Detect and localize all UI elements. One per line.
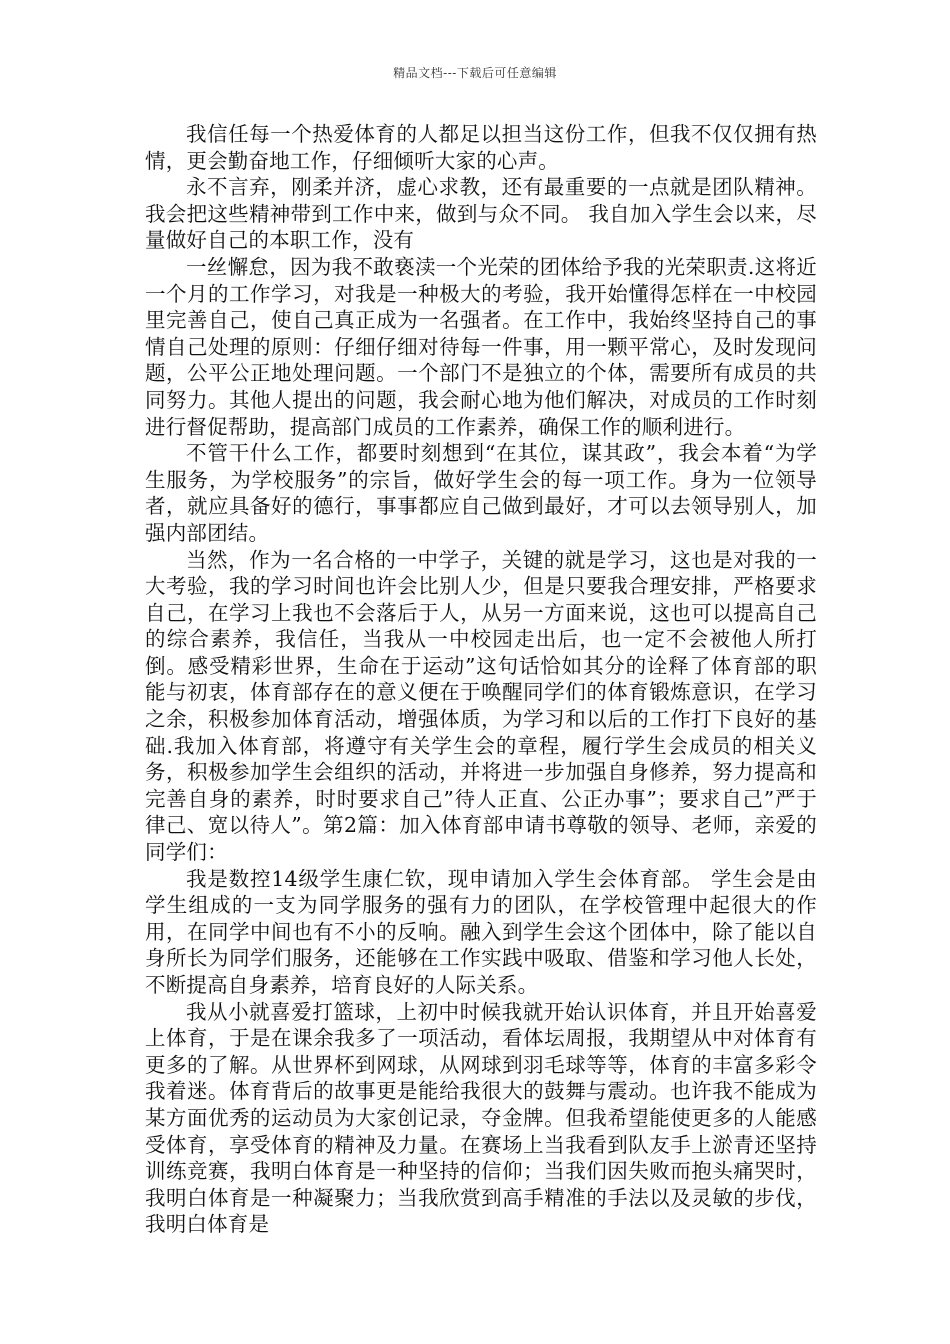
- paragraph: 不管干什么工作，都要时刻想到“在其位，谋其政”，我会本着“为学生服务，为学校服务”的宗旨，做好学生会的每一项工作。身为一位领导者，就应具备好的德行，事事都应自己做到最好，才可以去领导别人，加强内部团结。: [145, 441, 817, 545]
- paragraph: 一丝懈怠，因为我不敢亵渎一个光荣的团体给予我的光荣职责.这将近一个月的工作学习，对我是一种极大的考验，我开始懂得怎样在一中校园里完善自己，使自己真正成为一名强者。在工作中，我始终坚持自己的事情自己处理的原则：仔细仔细对待每一件事，用一颗平常心，及时发现问题，公平公正地处理问题。一个部门不是独立的个体，需要所有成员的共同努力。其他人提出的问题，我会耐心地为他们解决，对成员的工作时刻进行督促帮助，提高部门成员的工作素养，确保工作的顺利进行。: [145, 254, 817, 439]
- page-header: 精品文档---下载后可任意编辑: [393, 66, 557, 80]
- paragraph: 当然，作为一名合格的一中学子，关键的就是学习，这也是对我的一大考验，我的学习时间也许会比别人少，但是只要我合理安排，严格要求自己，在学习上我也不会落后于人，从另一方面来说，这也可以提高自己的综合素养，我信任，当我从一中校园走出后，也一定不会被他人所打倒。感受精彩世界，生命在于运动”这句话恰如其分的诠释了体育部的职能与初衷，体育部存在的意义便在于唤醒同学们的体育锻炼意识，在学习之余，积极参加体育活动，增强体质，为学习和以后的工作打下良好的基础.我加入体育部，将遵守有关学生会的章程，履行学生会成员的相关义务，积极参加学生会组织的活动，并将进一步加强自身修养，努力提高和完善自身的素养，时时要求自己”待人正直、公正办事”；要求自己”严于律己、宽以待人”。第2篇：加入体育部申请书尊敬的领导、老师，亲爱的同学们：: [145, 547, 817, 865]
- paragraph: 我是数控14级学生康仁钦，现申请加入学生会体育部。 学生会是由学生组成的一支为同学服务的强有力的团队，在学校管理中起很大的作用，在同学中间也有不小的反响。融入到学生会这个团体中，除了能以自身所长为同学们服务，还能够在工作实践中吸取、借鉴和学习他人长处，不断提高自身素养，培育良好的人际关系。: [145, 866, 817, 997]
- paragraph: 我信任每一个热爱体育的人都足以担当这份工作，但我不仅仅拥有热情，更会勤奋地工作，仔细倾听大家的心声。: [145, 122, 817, 173]
- document-body: [145, 121, 817, 1238]
- paragraph: 永不言弃，刚柔并济，虚心求教，还有最重要的一点就是团队精神。我会把这些精神带到工作中来，做到与众不同。 我自加入学生会以来，尽量做好自己的本职工作，没有: [145, 175, 817, 253]
- paragraph: 我从小就喜爱打篮球，上初中时候我就开始认识体育，并且开始喜爱上体育，于是在课余我多了一项活动，看体坛周报，我期望从中对体育有更多的了解。从世界杯到网球，从网球到羽毛球等等，体育的丰富多彩令我着迷。体育背后的故事更是能给我很大的鼓舞与震动。也许我不能成为某方面优秀的运动员为大家创记录，夺金牌。但我希望能使更多的人能感受体育，享受体育的精神及力量。在赛场上当我看到队友手上淤青还坚持训练竞赛，我明白体育是一种坚持的信仰；当我们因失败而抱头痛哭时，我明白体育是一种凝聚力；当我欣赏到高手精准的手法以及灵敏的步伐，我明白体育是: [145, 999, 817, 1237]
